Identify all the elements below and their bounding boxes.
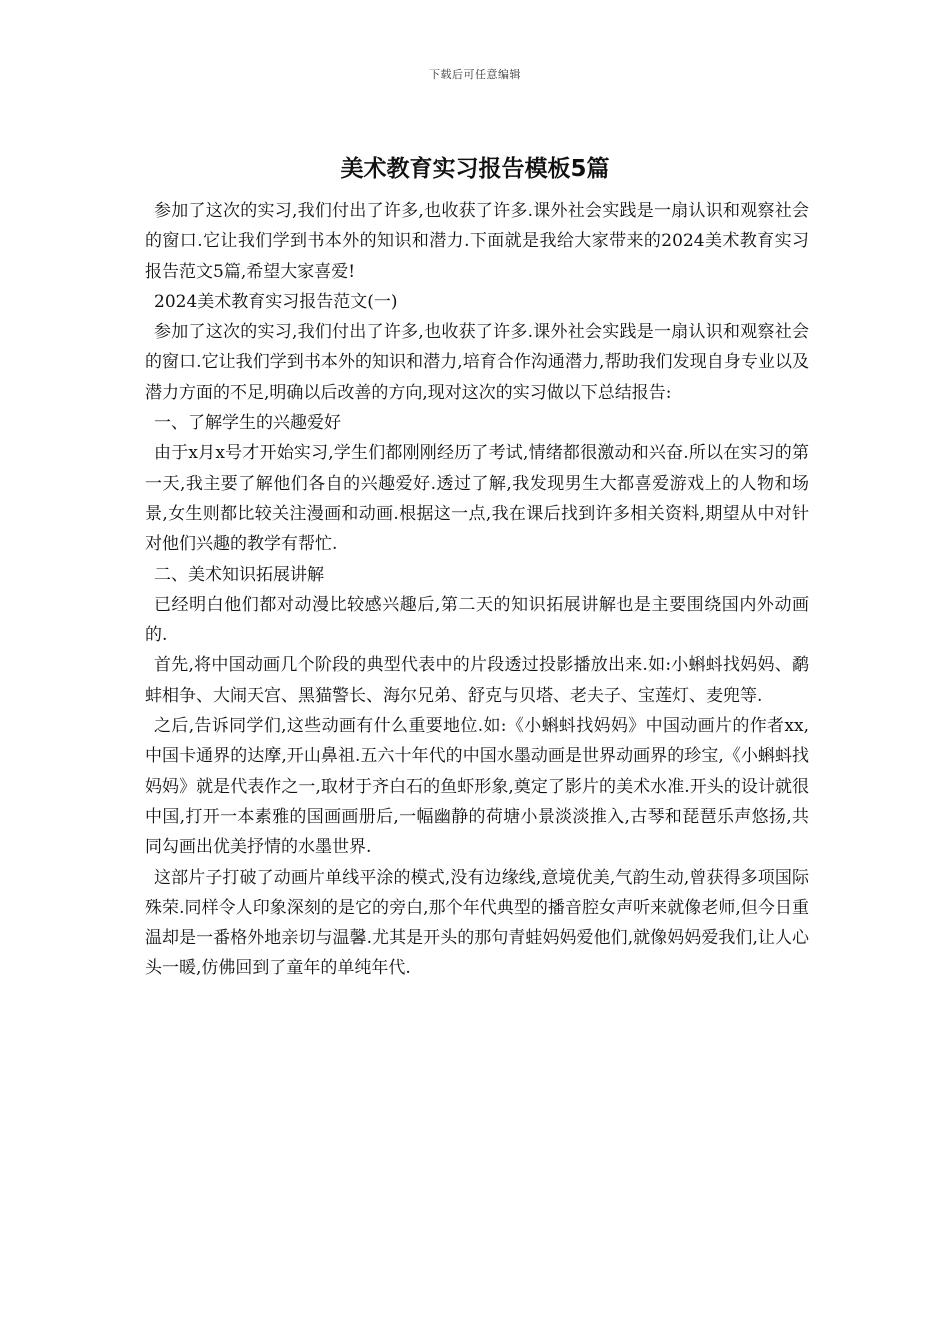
paragraph: 之后,告诉同学们,这些动画有什么重要地位.如:《小蝌蚪找妈妈》中国动画片的作者xx,中国卡通界的达摩,开山鼻祖.五六十年代的中国水墨动画是世界动画界的珍宝,《小蝌蚪找妈妈》就是代表作之一,取材于齐白石的鱼虾形象,奠定了影片的美术水准.开头的设计就很中国,打开一本素雅的国画画册后,一幅幽静的荷塘小景淡淡推入,古琴和琵琶乐声悠扬,共同勾画出优美抒情的水墨世界.	[145, 716, 809, 858]
paragraph: 已经明白他们都对动漫比较感兴趣后,第二天的知识拓展讲解也是主要围绕国内外动画的.	[145, 594, 809, 646]
paragraph-intro: 参加了这次的实习,我们付出了许多,也收获了许多.课外社会实践是一扇认识和观察社会的窗口.它让我们学到书本外的知识和潜力.下面就是我给大家带来的2024美术教育实习报告范文5篇,希望大家喜爱!	[145, 201, 809, 282]
section-heading-sample-1: 2024美术教育实习报告范文(一)	[154, 291, 398, 312]
document-title: 美术教育实习报告模板5篇	[340, 156, 610, 182]
document-body	[145, 196, 809, 984]
subheading-student-interests: 一、了解学生的兴趣爱好	[154, 413, 341, 434]
paragraph: 参加了这次的实习,我们付出了许多,也收获了许多.课外社会实践是一扇认识和观察社会的窗口.它让我们学到书本外的知识和潜力,培育合作沟通潜力,帮助我们发现自身专业以及潜力方面的不足,明确以后改善的方向,现对这次的实习做以下总结报告:	[145, 322, 809, 403]
subheading-art-knowledge: 二、美术知识拓展讲解	[154, 564, 324, 585]
paragraph: 首先,将中国动画几个阶段的典型代表中的片段透过投影播放出来.如:小蝌蚪找妈妈、鹬蚌相争、大闹天宫、黑猫警长、海尔兄弟、舒克与贝塔、老夫子、宝莲灯、麦兜等.	[145, 655, 809, 706]
paragraph: 这部片子打破了动画片单线平涂的模式,没有边缘线,意境优美,气韵生动,曾获得多项国际殊荣.同样令人印象深刻的是它的旁白,那个年代典型的播音腔女声听来就像老师,但今日重温却是一番格外地亲切与温馨.尤其是开头的那句青蛙妈妈爱他们,就像妈妈爱我们,让人心头一暖,仿佛回到了童年的单纯年代.	[145, 867, 809, 979]
page-header: 下载后可任意编辑	[429, 68, 521, 81]
paragraph: 由于x月x号才开始实习,学生们都刚刚经历了考试,情绪都很激动和兴奋.所以在实习的第一天,我主要了解他们各自的兴趣爱好.透过了解,我发现男生大都喜爱游戏上的人物和场景,女生则都比较关注漫画和动画.根据这一点,我在课后找到许多相关资料,期望从中对针对他们兴趣的教学有帮忙.	[145, 443, 809, 555]
